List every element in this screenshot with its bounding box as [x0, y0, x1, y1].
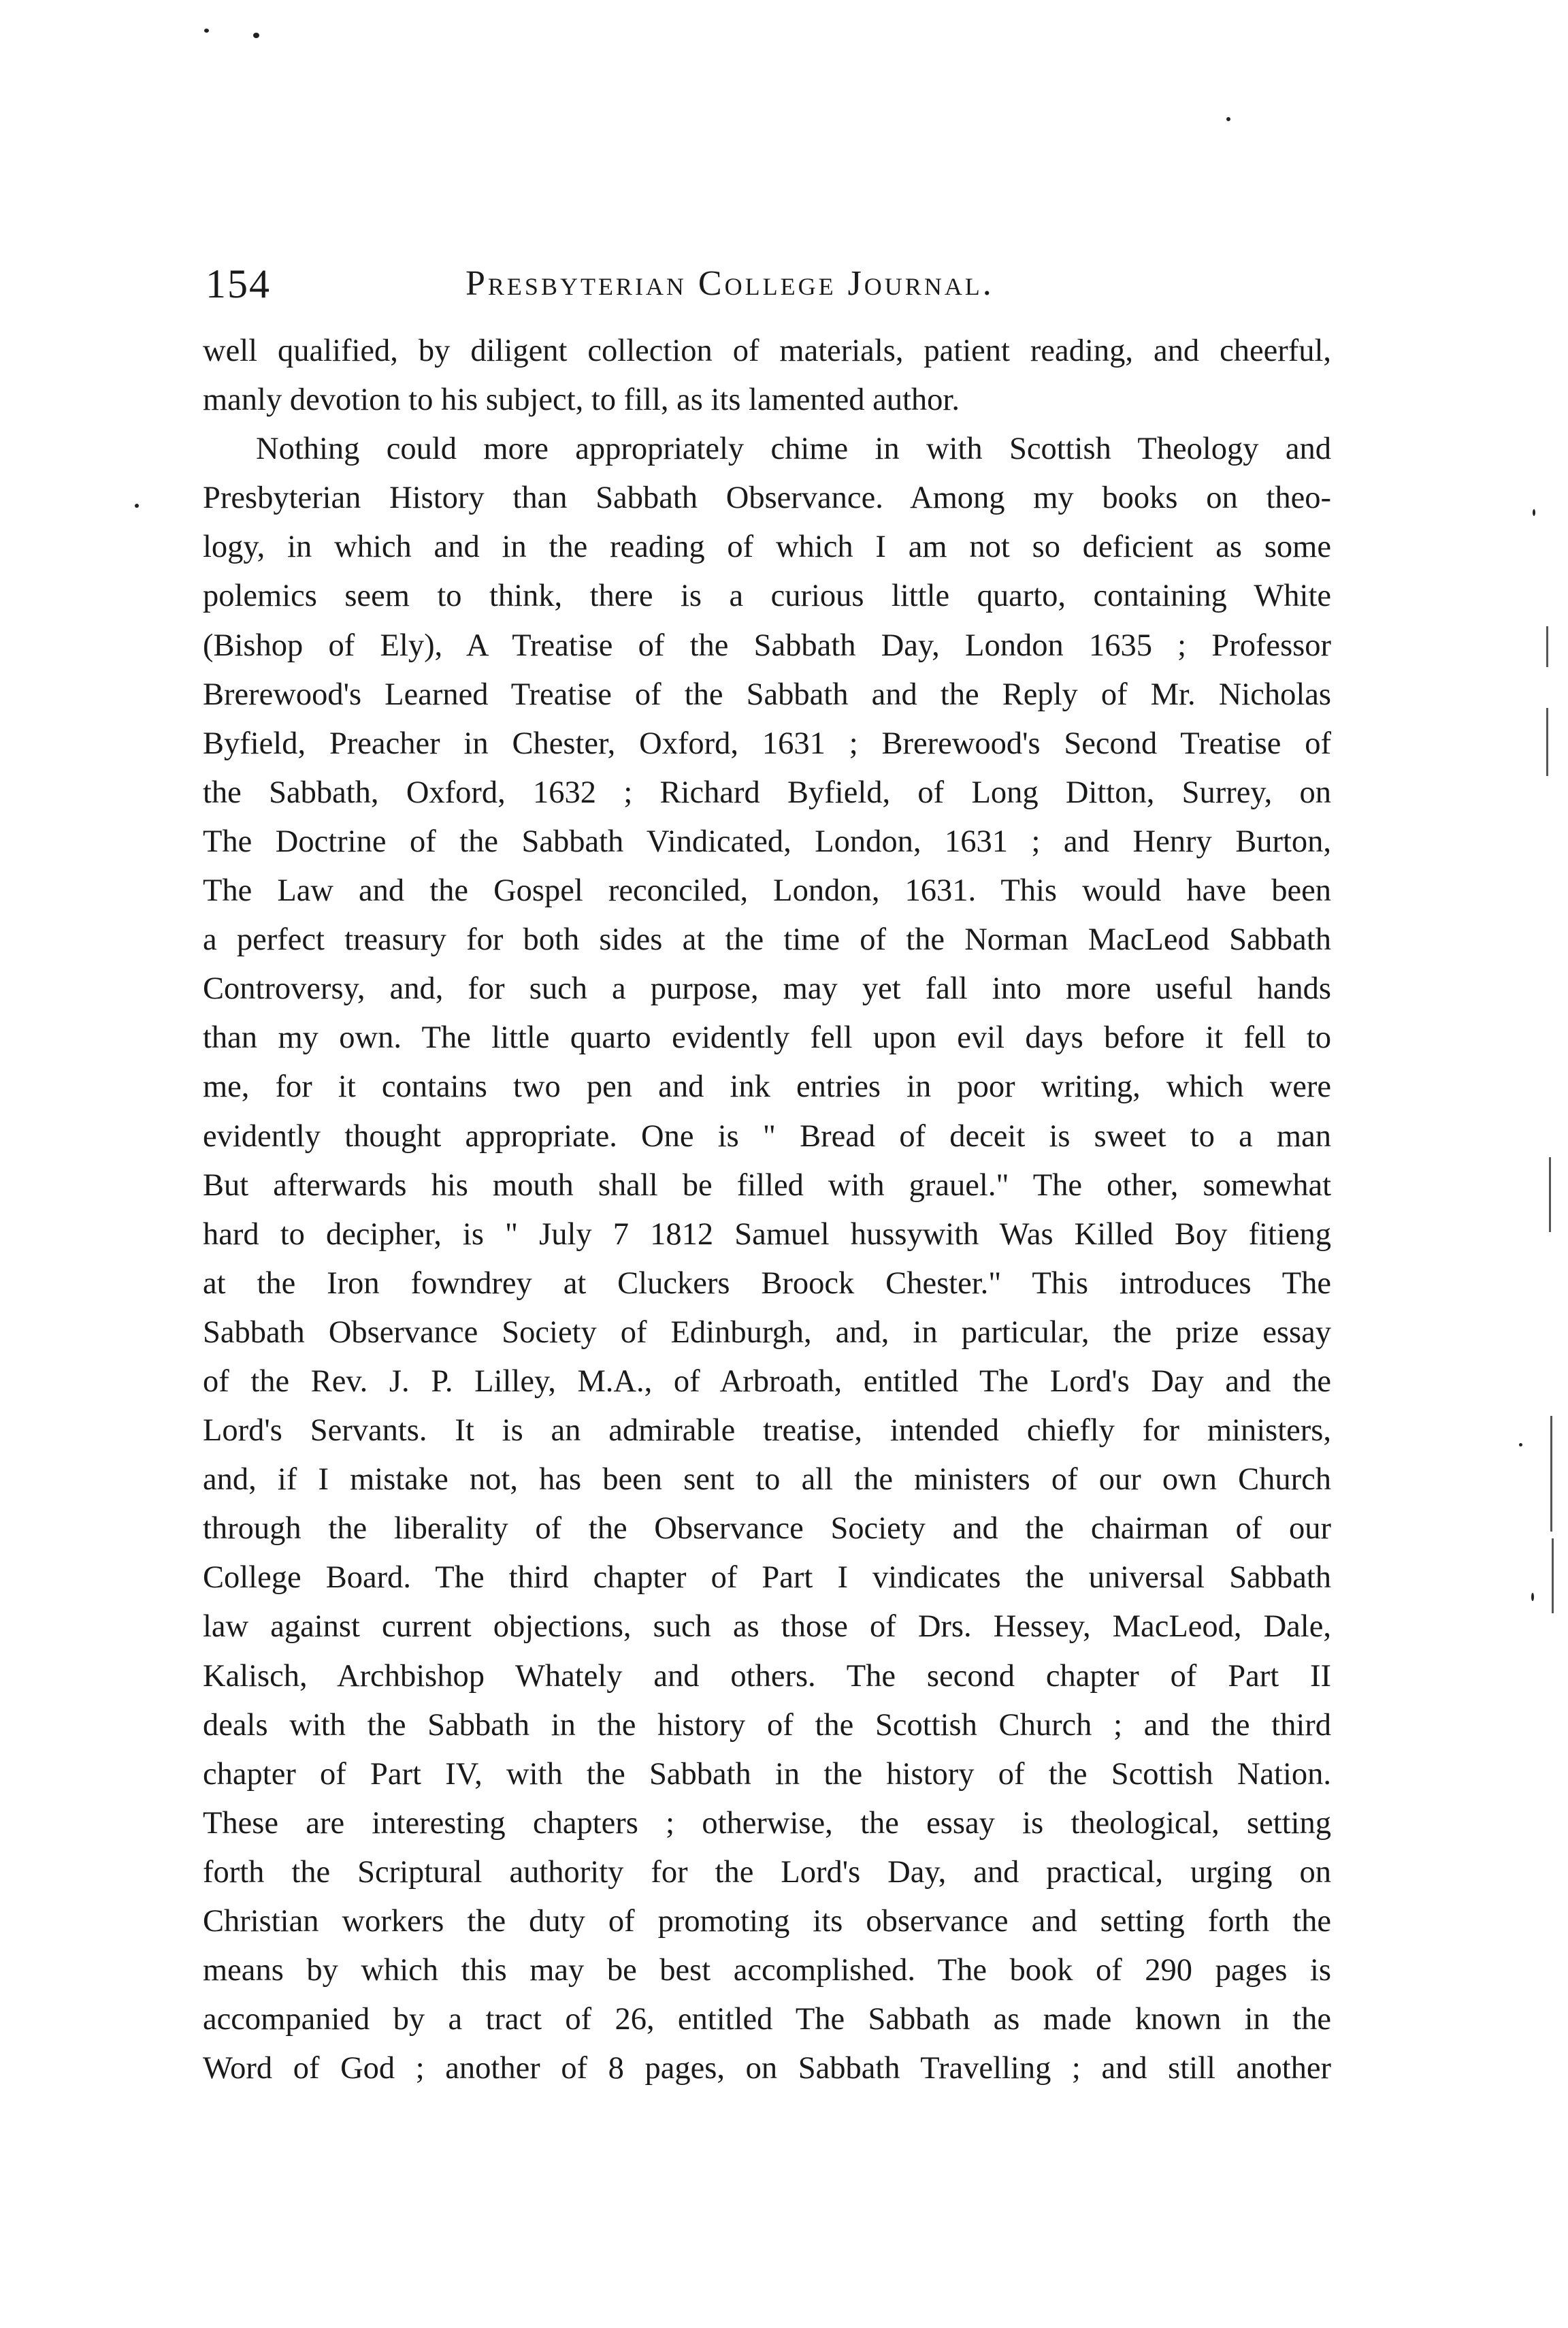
text-line: deals with the Sabbath in the history of the Scottish Church ; and the third	[203, 1707, 1331, 1743]
scan-speck	[204, 29, 209, 33]
text-line: The Doctrine of the Sabbath Vindicated, London, 1631 ; and Henry Burton,	[203, 824, 1331, 859]
text-line: at the Iron fowndrey at Cluckers Broock Chester." This introduces The	[203, 1265, 1331, 1301]
scan-margin-line	[1546, 708, 1548, 776]
text-line: Lord's Servants. It is an admirable treatise, intended chiefly for ministers,	[203, 1413, 1331, 1449]
scan-speck	[1531, 1593, 1534, 1601]
text-line: But afterwards his mouth shall be filled with grauel." The other, somewhat	[203, 1167, 1331, 1203]
scan-margin-line	[1552, 1538, 1554, 1613]
text-line: (Bishop of Ely), A Treatise of the Sabbath Day, London 1635 ; Professor	[203, 628, 1331, 663]
text-line: evidently thought appropriate. One is " Bread of deceit is sweet to a man	[203, 1118, 1331, 1154]
text-line: chapter of Part IV, with the Sabbath in the history of the Scottish Nation.	[203, 1756, 1331, 1792]
text-line: hard to decipher, is " July 7 1812 Samuel hussywith Was Killed Boy fitieng	[203, 1216, 1331, 1252]
text-line: The Law and the Gospel reconciled, London, 1631. This would have been	[203, 873, 1331, 909]
journal-title: Presbyterian College Journal.	[466, 264, 994, 303]
text-line: Christian workers the duty of promoting its observance and setting forth the	[203, 1904, 1331, 1939]
scan-margin-line	[1549, 1157, 1551, 1232]
text-line: Presbyterian History than Sabbath Observance. Among my books on theo-	[203, 481, 1331, 516]
text-line: law against current objections, such as those of Drs. Hessey, MacLeod, Dale,	[203, 1609, 1331, 1645]
text-line: These are interesting chapters ; otherwise, the essay is theological, setting	[203, 1805, 1331, 1841]
text-line: me, for it contains two pen and ink entries in poor writing, which were	[203, 1069, 1331, 1105]
text-line: forth the Scriptural authority for the Lord's Day, and practical, urging on	[203, 1854, 1331, 1890]
text-line: accompanied by a tract of 26, entitled The Sabbath as made known in the	[203, 2002, 1331, 2037]
text-line: than my own. The little quarto evidently fell upon evil days before it fell to	[203, 1020, 1331, 1056]
body-text	[203, 327, 1331, 2093]
scan-margin-line	[1550, 1416, 1552, 1532]
text-line: Sabbath Observance Society of Edinburgh, and, in particular, the prize essay	[203, 1314, 1331, 1350]
text-line: Word of God ; another of 8 pages, on Sabbath Travelling ; and still another	[203, 2051, 1331, 2086]
text-line: manly devotion to his subject, to fill, as its lamented author.	[203, 383, 960, 418]
text-line: means by which this may be best accomplished. The book of 290 pages is	[203, 1953, 1331, 1988]
scan-margin-line	[1546, 626, 1548, 667]
text-line: Kalisch, Archbishop Whately and others. The second chapter of Part II	[203, 1658, 1331, 1694]
text-line: logy, in which and in the reading of which I am not so deficient as some	[203, 530, 1331, 565]
text-line: well qualified, by diligent collection of materials, patient reading, and cheerful,	[203, 334, 1331, 368]
text-line: of the Rev. J. P. Lilley, M.A., of Arbroath, entitled The Lord's Day and the	[203, 1363, 1331, 1399]
text-line: Byfield, Preacher in Chester, Oxford, 1631 ; Brerewood's Second Treatise of	[203, 726, 1331, 761]
scan-speck	[1226, 117, 1230, 121]
text-line: Controversy, and, for such a purpose, may yet fall into more useful hands	[203, 971, 1331, 1007]
text-line: through the liberality of the Observance Society and the chairman of our	[203, 1511, 1331, 1547]
scan-speck	[253, 33, 259, 38]
text-line: College Board. The third chapter of Part I vindicates the universal Sabbath	[203, 1560, 1331, 1596]
running-head	[206, 253, 1349, 314]
text-line: polemics seem to think, there is a curious little quarto, containing White	[203, 579, 1331, 614]
text-line: Nothing could more appropriately chime in with Scottish Theology and	[256, 432, 1331, 467]
text-line: the Sabbath, Oxford, 1632 ; Richard Byfield, of Long Ditton, Surrey, on	[203, 775, 1331, 810]
text-line: a perfect treasury for both sides at the time of the Norman MacLeod Sabbath	[203, 922, 1331, 958]
text-line: Brerewood's Learned Treatise of the Sabbath and the Reply of Mr. Nicholas	[203, 677, 1331, 712]
scan-speck	[1519, 1443, 1522, 1446]
scan-speck	[135, 504, 139, 508]
page-number: 154	[206, 261, 271, 306]
text-line: and, if I mistake not, has been sent to all the ministers of our own Church	[203, 1462, 1331, 1498]
scan-speck	[1533, 509, 1535, 516]
